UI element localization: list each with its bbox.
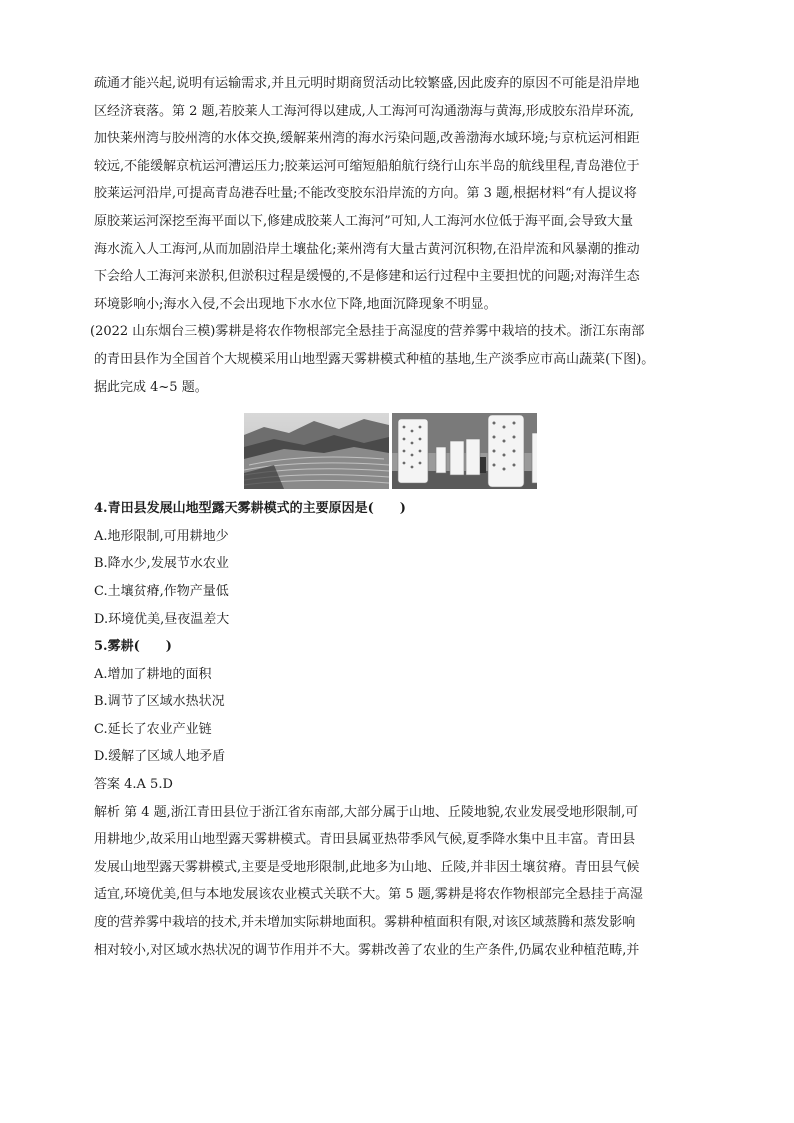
question-stem: 4.青田县发展山地型露天雾耕模式的主要原因是( ) <box>94 501 406 517</box>
analysis <box>94 799 706 965</box>
text-line: (2022 山东烟台三模)雾耕是将农作物根部完全悬挂于高湿度的营养雾中栽培的技术。浙江东南部 <box>90 324 645 340</box>
material-intro <box>90 318 706 401</box>
text-line: 发展山地型露天雾耕模式,主要是受地形限制,此地多为山地、丘陵,并非因土壤贫瘠。青田县气候 <box>94 859 640 875</box>
terraced-mountain-photo <box>244 413 389 489</box>
option-c: C.土壤贫瘠,作物产量低 <box>94 583 229 599</box>
question-4 <box>94 495 706 633</box>
text-line: 用耕地少,故采用山地型露天雾耕模式。青田县属亚热带季风气候,夏季降水集中且丰富。青田县 <box>94 832 636 848</box>
text-line: 解析 第 4 题,浙江青田县位于浙江省东南部,大部分属于山地、丘陵地貌,农业发展受地形限制,可 <box>94 804 639 820</box>
option-b: B.调节了区域水热状况 <box>94 694 225 710</box>
text-line: 区经济衰落。第 2 题,若胶莱人工海河得以建成,人工海河可沟通渤海与黄海,形成胶东沿岸环流, <box>94 103 635 119</box>
question-stem: 5.雾耕( ) <box>94 639 172 655</box>
text-line: 适宜,环境优美,但与本地发展该农业模式关联不大。第 5 题,雾耕是将农作物根部完全悬挂于高湿 <box>94 887 643 903</box>
text-line: 疏通才能兴起,说明有运输需求,并且元明时期商贸活动比较繁盛,因此废弃的原因不可能是沿岸地 <box>94 76 640 91</box>
text-line: 环境影响小;海水入侵,不会出现地下水水位下降,地面沉降现象不明显。 <box>94 296 497 312</box>
text-line: 原胶莱运河深挖至海平面以下,修建成胶莱人工海河”可知,人工海河水位低于海平面,会导致大量 <box>94 213 634 229</box>
analysis-continued <box>94 70 706 318</box>
option-b: B.降水少,发展节水农业 <box>94 556 229 572</box>
text-line: 胶莱运河沿岸,可提高青岛港吞吐量;不能改变胶东沿岸流的方向。第 3 题,根据材料“有人提议将 <box>94 186 637 202</box>
figure <box>244 413 706 489</box>
text-line: 下会给人工海河来淤积,但淤积过程是缓慢的,不是修建和运行过程中主要担忧的问题;对海洋生态 <box>94 269 640 285</box>
text-line: 相对较小,对区域水热状况的调节作用并不大。雾耕改善了农业的生产条件,仍属农业种植范畴,并 <box>94 942 640 958</box>
text-line: 海水流入人工海河,从而加剧沿岸土壤盐化;莱州湾有大量古黄河沉积物,在沿岸流和风暴潮的推动 <box>94 241 640 257</box>
text-line: 加快莱州湾与胶州湾的水体交换,缓解莱州湾的海水污染问题,改善渤海水域环境;与京杭运河相距 <box>94 131 640 147</box>
question-5 <box>94 633 706 771</box>
text-line: 的青田县作为全国首个大规模采用山地型露天雾耕模式种植的基地,生产淡季应市高山蔬菜(下图)。 <box>94 351 655 367</box>
option-a: A.增加了耕地的面积 <box>94 666 212 682</box>
option-d: D.环境优美,昼夜温差大 <box>94 611 230 627</box>
text-line: 据此完成 4~5 题。 <box>94 379 208 395</box>
document-page <box>90 70 706 964</box>
fog-cultivation-columns-photo <box>392 413 537 489</box>
answer-line: 答案 4.A 5.D <box>94 777 173 793</box>
text-line: 度的营养雾中栽培的技术,并未增加实际耕地面积。雾耕种植面积有限,对该区域蒸腾和蒸发影响 <box>94 915 636 931</box>
option-a: A.地形限制,可用耕地少 <box>94 528 229 544</box>
text-line: 较远,不能缓解京杭运河漕运压力;胶莱运河可缩短船舶航行绕行山东半岛的航线里程,青岛港位于 <box>94 158 640 174</box>
option-c: C.延长了农业产业链 <box>94 721 212 737</box>
option-d: D.缓解了区域人地矛盾 <box>94 749 226 765</box>
